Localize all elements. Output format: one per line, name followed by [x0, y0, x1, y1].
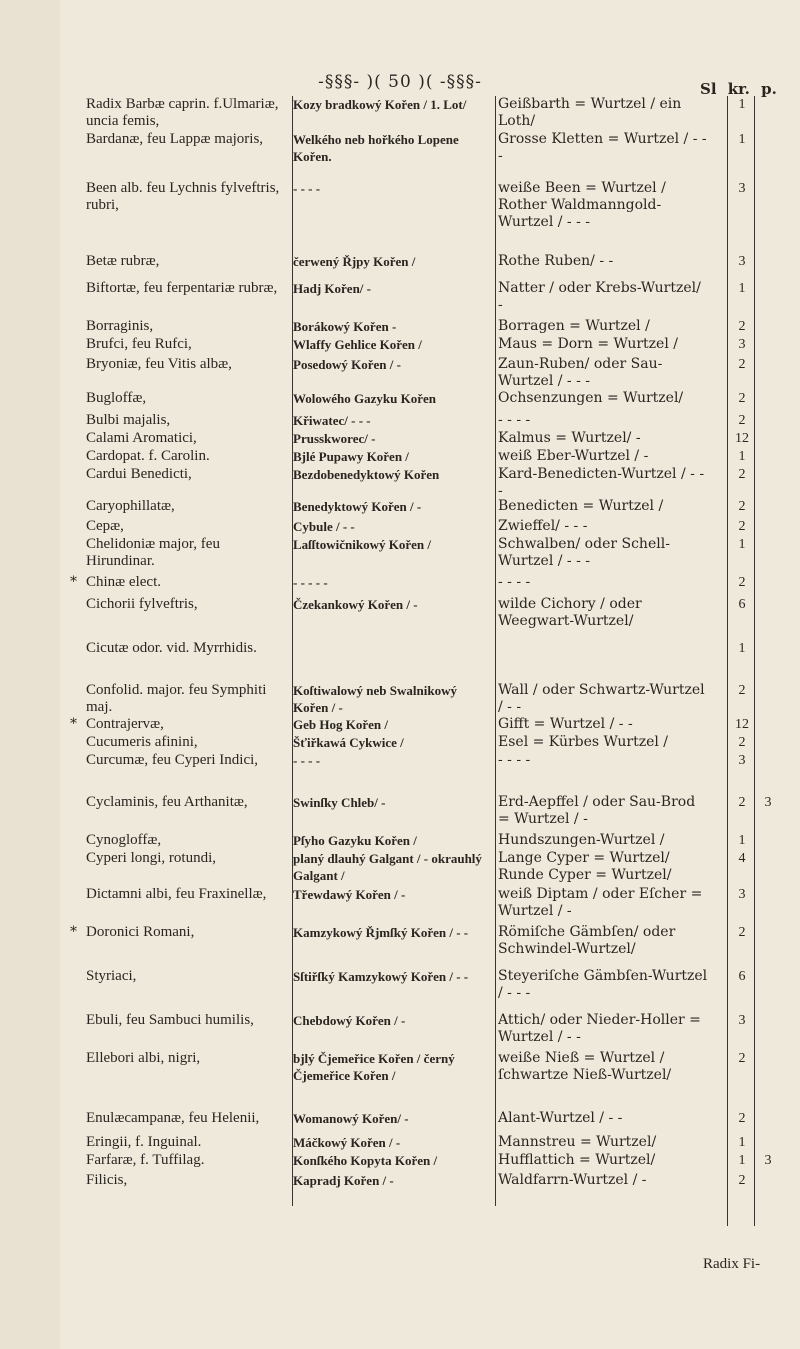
price-kreuzer: 6 — [738, 969, 746, 984]
german-name: Hundszungen-Wurtzel / — [498, 832, 665, 848]
czech-name: Konſkého Kopyta Kořen / — [293, 1153, 438, 1168]
table-row — [0, 498, 800, 518]
latin-name: Bulbi majalis, — [86, 412, 171, 428]
czech-name: Posedowý Kořen / - — [293, 357, 401, 372]
price-kreuzer: 12 — [735, 431, 749, 446]
czech-name: Wolowého Gazyku Kořen — [293, 391, 437, 406]
star-mark-icon: * — [70, 924, 77, 940]
table-row — [0, 448, 800, 466]
price-kreuzer: 3 — [738, 887, 746, 902]
latin-name: Cynogloffæ, — [86, 832, 162, 848]
german-name: Benedicten = Wurtzel / — [498, 498, 664, 514]
german-name: Natter / oder Krebs-Wurtzel/ - — [498, 280, 701, 313]
german-name: - - - - — [498, 752, 531, 768]
german-name: Wall / oder Schwartz-Wurtzel / - - — [498, 682, 705, 715]
german-name: Kalmus = Wurtzel/ - — [498, 430, 641, 446]
table-row — [0, 968, 800, 1010]
col-header-kr: kr. — [727, 80, 750, 98]
price-kreuzer: 6 — [738, 597, 746, 612]
latin-name: Bryoniæ, feu Vitis albæ, — [86, 356, 232, 372]
german-name: Gifft = Wurtzel / - - — [498, 716, 633, 732]
price-kreuzer: 1 — [738, 641, 746, 656]
latin-name: Ebuli, feu Sambuci humilis, — [86, 1012, 254, 1028]
price-kreuzer: 12 — [735, 717, 749, 732]
table-row — [0, 924, 800, 968]
german-name: Borragen = Wurtzel / — [498, 318, 650, 334]
czech-name: Kamzykowý Řjmſký Kořen / - - — [293, 925, 469, 940]
latin-name: Styriaci, — [86, 968, 137, 984]
table-row — [0, 640, 800, 680]
table-row — [0, 96, 800, 130]
latin-name: Been alb. feu Lychnis fylveftris, rubri, — [86, 180, 280, 213]
latin-name: Betæ rubræ, — [86, 253, 160, 269]
german-name: Kard-Benedicten-Wurtzel / - - - — [498, 466, 705, 499]
german-name: weiße Nieß = Wurtzel / ſchwartze Nieß-Wurtzel/ — [498, 1050, 672, 1083]
price-kreuzer: 2 — [738, 683, 746, 698]
table-row — [0, 412, 800, 430]
table-row — [0, 886, 800, 924]
star-mark-icon: * — [70, 574, 77, 590]
latin-name: Farfaræ, f. Tuffilag. — [86, 1152, 205, 1168]
latin-name: Radix Barbæ caprin. f.Ulmariæ, uncia femis, — [86, 96, 279, 129]
german-name: Esel = Kürbes Wurtzel / — [498, 734, 669, 750]
czech-name: Kapradj Kořen / - — [293, 1173, 394, 1188]
price-kreuzer: 3 — [738, 753, 746, 768]
german-name: Erd-Aepffel / oder Sau-Brod = Wurtzel / - — [498, 794, 696, 827]
table-row — [0, 832, 800, 850]
price-kreuzer: 2 — [738, 413, 746, 428]
catchword: Radix Fi- — [703, 1256, 761, 1272]
czech-name: Třewdawý Kořen / - — [293, 887, 406, 902]
table-row — [0, 430, 800, 448]
german-name: Römiſche Gämbſen/ oder Schwindel-Wurtzel/ — [498, 924, 676, 957]
price-kreuzer: 2 — [738, 467, 746, 482]
latin-name: Cicutæ odor. vid. Myrrhidis. — [86, 640, 257, 656]
czech-name: Welkého neb hořkého Lopene Kořen. — [293, 132, 459, 164]
czech-name: Čzekankowý Kořen / - — [293, 597, 418, 612]
price-kreuzer: 3 — [738, 337, 746, 352]
latin-name: Cyperi longi, rotundi, — [86, 850, 216, 866]
latin-name: Doronici Romani, — [86, 924, 195, 940]
czech-name: - - - - - — [293, 575, 328, 590]
czech-name: Pſyho Gazyku Kořen / — [293, 833, 417, 848]
german-name: weiße Been = Wurtzel / Rother Waldmanngold-Wurtzel / - - - — [498, 180, 666, 230]
czech-name: Šťiřkawá Cykwice / — [293, 735, 404, 750]
latin-name: Dictamni albi, feu Fraxinellæ, — [86, 886, 267, 902]
czech-name: - - - - — [293, 753, 321, 768]
czech-name: Hadj Kořen/ - — [293, 281, 371, 296]
german-name: Maus = Dorn = Wurtzel / — [498, 336, 678, 352]
german-name: Hufflattich = Wurtzel/ — [498, 1152, 656, 1168]
latin-name: Cepæ, — [86, 518, 124, 534]
table-row — [0, 536, 800, 574]
latin-name: Contrajervæ, — [86, 716, 164, 732]
latin-name: Cichorii fylveftris, — [86, 596, 198, 612]
price-kreuzer: 2 — [738, 735, 746, 750]
german-name: - - - - — [498, 574, 531, 590]
price-kreuzer: 2 — [738, 1111, 746, 1126]
german-name: Zaun-Ruben/ oder Sau-Wurtzel / - - - — [498, 356, 663, 389]
table-row — [0, 850, 800, 884]
german-name: Schwalben/ oder Schell-Wurtzel / - - - — [498, 536, 670, 569]
czech-name: Máčkowý Kořen / - — [293, 1135, 401, 1150]
table-row — [0, 518, 800, 536]
table-row — [0, 734, 800, 752]
price-kreuzer: 1 — [738, 97, 746, 112]
price-kreuzer: 2 — [738, 319, 746, 334]
table-row — [0, 1134, 800, 1152]
czech-name: Prusskworec/ - — [293, 431, 376, 446]
latin-name: Cucumeris afinini, — [86, 734, 198, 750]
price-kreuzer: 2 — [738, 1173, 746, 1188]
price-kreuzer: 2 — [738, 499, 746, 514]
table-row — [0, 716, 800, 734]
czech-name: Benedyktowý Kořen / - — [293, 499, 422, 514]
price-kreuzer: 2 — [738, 1051, 746, 1066]
price-kreuzer: 2 — [738, 519, 746, 534]
german-name: Attich/ oder Nieder-Holler = Wurtzel / - - — [498, 1012, 701, 1045]
latin-name: Chelidoniæ major, feu Hirundinar. — [86, 536, 220, 569]
czech-name: planý dlauhý Galgant / - okrauhlý Galgant / — [293, 851, 482, 883]
price-kreuzer: 2 — [738, 391, 746, 406]
czech-name: čerwený Řjpy Kořen / — [293, 254, 416, 269]
german-name: Mannstreu = Wurtzel/ — [498, 1134, 657, 1150]
latin-name: Filicis, — [86, 1172, 128, 1188]
czech-name: Swinſky Chleb/ - — [293, 795, 386, 810]
latin-name: Enulæcampanæ, feu Helenii, — [86, 1110, 260, 1126]
czech-name: bjlý Čjemeřice Kořen / černý Čjemeřice Kořen / — [293, 1051, 455, 1083]
german-name: weiß Diptam / oder Eſcher = Wurtzel / - — [498, 886, 703, 919]
table-row — [0, 596, 800, 640]
table-row — [0, 356, 800, 390]
table-row — [0, 1110, 800, 1134]
price-kreuzer: 4 — [738, 851, 746, 866]
german-name: wilde Cichory / oder Weegwart-Wurtzel/ — [498, 596, 642, 629]
price-kreuzer: 2 — [738, 925, 746, 940]
table-row — [0, 682, 800, 716]
table-row — [0, 390, 800, 412]
german-name: Zwieffel/ - - - — [498, 518, 588, 534]
table-row — [0, 1012, 800, 1050]
czech-name: Womanowý Kořen/ - — [293, 1111, 409, 1126]
latin-name: Bugloffæ, — [86, 390, 147, 406]
latin-name: Calami Aromatici, — [86, 430, 197, 446]
table-row — [0, 253, 800, 279]
latin-name: Ellebori albi, nigri, — [86, 1050, 201, 1066]
price-kreuzer: 2 — [738, 575, 746, 590]
czech-name: Sſtiřſký Kamzykowý Kořen / - - — [293, 969, 469, 984]
table-row — [0, 318, 800, 336]
latin-name: Brufci, feu Rufci, — [86, 336, 192, 352]
price-kreuzer: 1 — [738, 281, 746, 296]
latin-name: Curcumæ, feu Cyperi Indici, — [86, 752, 259, 768]
czech-name: Cybule / - - — [293, 519, 355, 534]
latin-name: Eringii, f. Inguinal. — [86, 1134, 202, 1150]
price-kreuzer: 1 — [738, 1153, 746, 1168]
latin-name: Cardopat. f. Carolin. — [86, 448, 210, 464]
german-name: Waldfarrn-Wurtzel / - — [498, 1172, 647, 1188]
german-name: Rothe Ruben/ - - — [498, 253, 614, 269]
german-name: Ochsenzungen = Wurtzel/ — [498, 390, 684, 406]
price-kreuzer: 1 — [738, 1135, 746, 1150]
german-name: Lange Cyper = Wurtzel/ Runde Cyper = Wurtzel/ — [498, 850, 672, 883]
price-kreuzer: 1 — [738, 132, 746, 147]
latin-name: Cardui Benedicti, — [86, 466, 192, 482]
german-name: Steyeriſche Gämbſen-Wurtzel / - - - — [498, 968, 708, 1001]
german-name: weiß Eber-Wurtzel / - — [498, 448, 649, 464]
col-header-sl: Sl — [700, 80, 717, 98]
czech-name: Bjlé Pupawy Kořen / — [293, 449, 409, 464]
table-row — [0, 1050, 800, 1110]
latin-name: Borraginis, — [86, 318, 154, 334]
czech-name: Kozy bradkowý Kořen / 1. Lot/ — [293, 97, 467, 112]
latin-name: Caryophillatæ, — [86, 498, 175, 514]
price-pfennig: 3 — [764, 1153, 772, 1168]
price-kreuzer: 1 — [738, 537, 746, 552]
price-kreuzer: 3 — [738, 254, 746, 269]
table-row — [0, 794, 800, 832]
czech-name: Křiwatec/ - - - — [293, 413, 371, 428]
czech-name: Koſtiwalowý neb Swalnikowý Kořen / - — [293, 683, 457, 715]
latin-name: Cyclaminis, feu Arthanitæ, — [86, 794, 248, 810]
table-row — [0, 1172, 800, 1196]
czech-name: Borákowý Kořen - — [293, 319, 397, 334]
price-kreuzer: 1 — [738, 449, 746, 464]
price-pfennig: 3 — [764, 795, 772, 810]
table-row — [0, 280, 800, 318]
latin-name: Chinæ elect. — [86, 574, 161, 590]
czech-name: Wlaffy Gehlice Kořen / — [293, 337, 422, 352]
table-row — [0, 131, 800, 179]
german-name: Geißbarth = Wurtzel / ein Loth/ — [498, 96, 682, 129]
german-name: Alant-Wurtzel / - - — [498, 1110, 623, 1126]
page-number-header: -§§§- )( 50 )( -§§§- — [318, 72, 482, 92]
latin-name: Confolid. major. feu Symphiti maj. — [86, 682, 267, 715]
table-row — [0, 1152, 800, 1172]
german-name: - - - - — [498, 412, 531, 428]
table-row — [0, 180, 800, 252]
price-kreuzer: 3 — [738, 1013, 746, 1028]
latin-name: Bardanæ, feu Lappæ majoris, — [86, 131, 264, 147]
czech-name: Bezdobenedyktowý Kořen — [293, 467, 440, 482]
price-kreuzer: 2 — [738, 357, 746, 372]
price-kreuzer: 1 — [738, 833, 746, 848]
col-header-p: p. — [761, 80, 777, 98]
german-name: Grosse Kletten = Wurtzel / - - - — [498, 131, 707, 164]
price-kreuzer: 2 — [738, 795, 746, 810]
table-row — [0, 466, 800, 498]
table-row — [0, 752, 800, 794]
czech-name: - - - - — [293, 181, 321, 196]
price-kreuzer: 3 — [738, 181, 746, 196]
star-mark-icon: * — [70, 716, 77, 732]
table-row — [0, 336, 800, 356]
czech-name: Geb Hog Kořen / — [293, 717, 388, 732]
czech-name: Chebdowý Kořen / - — [293, 1013, 406, 1028]
latin-name: Biftortæ, feu ferpentariæ rubræ, — [86, 280, 278, 296]
czech-name: Laſſtowičnikowý Kořen / — [293, 537, 431, 552]
table-row — [0, 574, 800, 596]
